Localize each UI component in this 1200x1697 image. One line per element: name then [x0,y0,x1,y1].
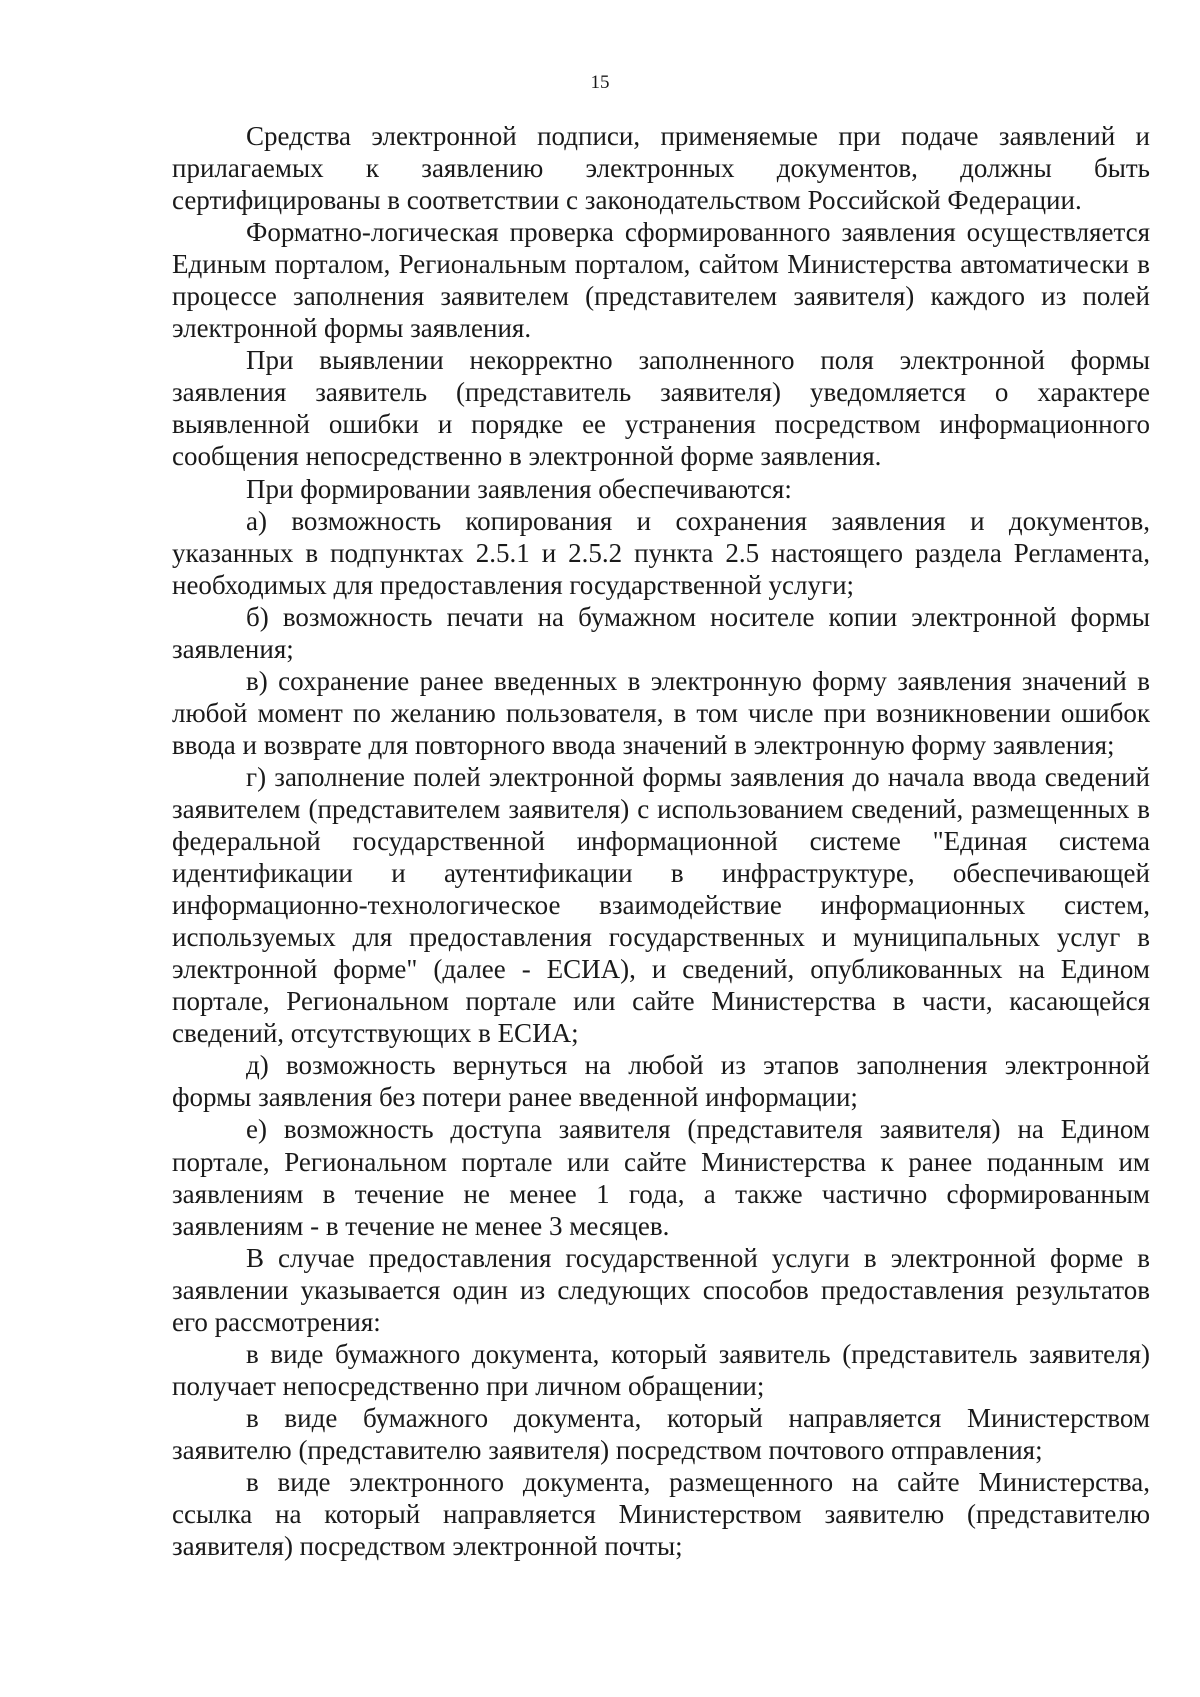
list-item-a: а) возможность копирования и сохранения заявления и документов, указанных в подпунктах 2.5.1 и 2.5.2 пункта 2.5 настоящего раздела Регламента, необходимых для предоставления государственной услуги; [172,505,1150,600]
list-item-e: е) возможность доступа заявителя (представителя заявителя) на Едином портале, Региональном портале или сайте Министерства к ранее поданным им заявлениям в течение не менее 1 года, а также частично сформированным заявлениям - в течение не менее 3 месяцев. [172,1114,1150,1241]
paragraph-result-electronic-link: в виде электронного документа, размещенного на сайте Министерства, ссылка на который направляется Министерством заявителю (представителю заявителя) посредством электронной почты; [172,1466,1150,1562]
paragraph-result-paper-personal: в виде бумажного документа, который заявитель (представитель заявителя) получает непосредственно при личном обращении; [172,1338,1150,1401]
paragraph-format-check: Форматно-логическая проверка сформированного заявления осуществляется Единым порталом, Региональным порталом, сайтом Министерства автоматически в процессе заполнения заявителем (представителем заявителя) каждого из полей электронной формы заявления. [172,217,1150,344]
paragraph-result-methods-intro: В случае предоставления государственной услуги в электронной форме в заявлении указывается один из следующих способов предоставления результатов его рассмотрения: [172,1242,1150,1337]
paragraph-error-detection: При выявлении некорректно заполненного поля электронной формы заявления заявитель (представитель заявителя) уведомляется о характере выявленной ошибки и порядке ее устранения посредством информационного сообщения непосредственно в электронной форме заявления. [172,345,1150,472]
paragraph-result-paper-mail: в виде бумажного документа, который направляется Министерством заявителю (представителю заявителя) посредством почтового отправления; [172,1402,1150,1465]
paragraph-signature-tools: Средства электронной подписи, применяемые при подаче заявлений и прилагаемых к заявлению электронных документов, должны быть сертифицированы в соответствии с законодательством Российской Федерации. [172,121,1150,216]
body-text [172,120,1150,1562]
list-item-g: г) заполнение полей электронной формы заявления до начала ввода сведений заявителем (представителем заявителя) с использованием сведений, размещенных в федеральной государственной информационной системе "Единая система идентификации и аутентификации в инфраструктуре, обеспечивающей информационно-технологическое взаимодействие информационных систем, используемых для предоставления государственных и муниципальных услуг в электронной форме" (далее - ЕСИА), и сведений, опубликованных на Едином портале, Региональном портале или сайте Министерства в части, касающейся сведений, отсутствующих в ЕСИА; [172,761,1150,1049]
list-item-d: д) возможность вернуться на любой из этапов заполнения электронной формы заявления без потери ранее введенной информации; [172,1050,1150,1113]
list-item-b: б) возможность печати на бумажном носителе копии электронной формы заявления; [172,601,1150,664]
paragraph-form-provisions-intro: При формировании заявления обеспечиваются: [246,473,792,504]
page-number: 15 [590,72,610,93]
list-item-v: в) сохранение ранее введенных в электронную форму заявления значений в любой момент по желанию пользователя, в том числе при возникновении ошибок ввода и возврате для повторного ввода значений в электронную форму заявления; [172,665,1150,760]
